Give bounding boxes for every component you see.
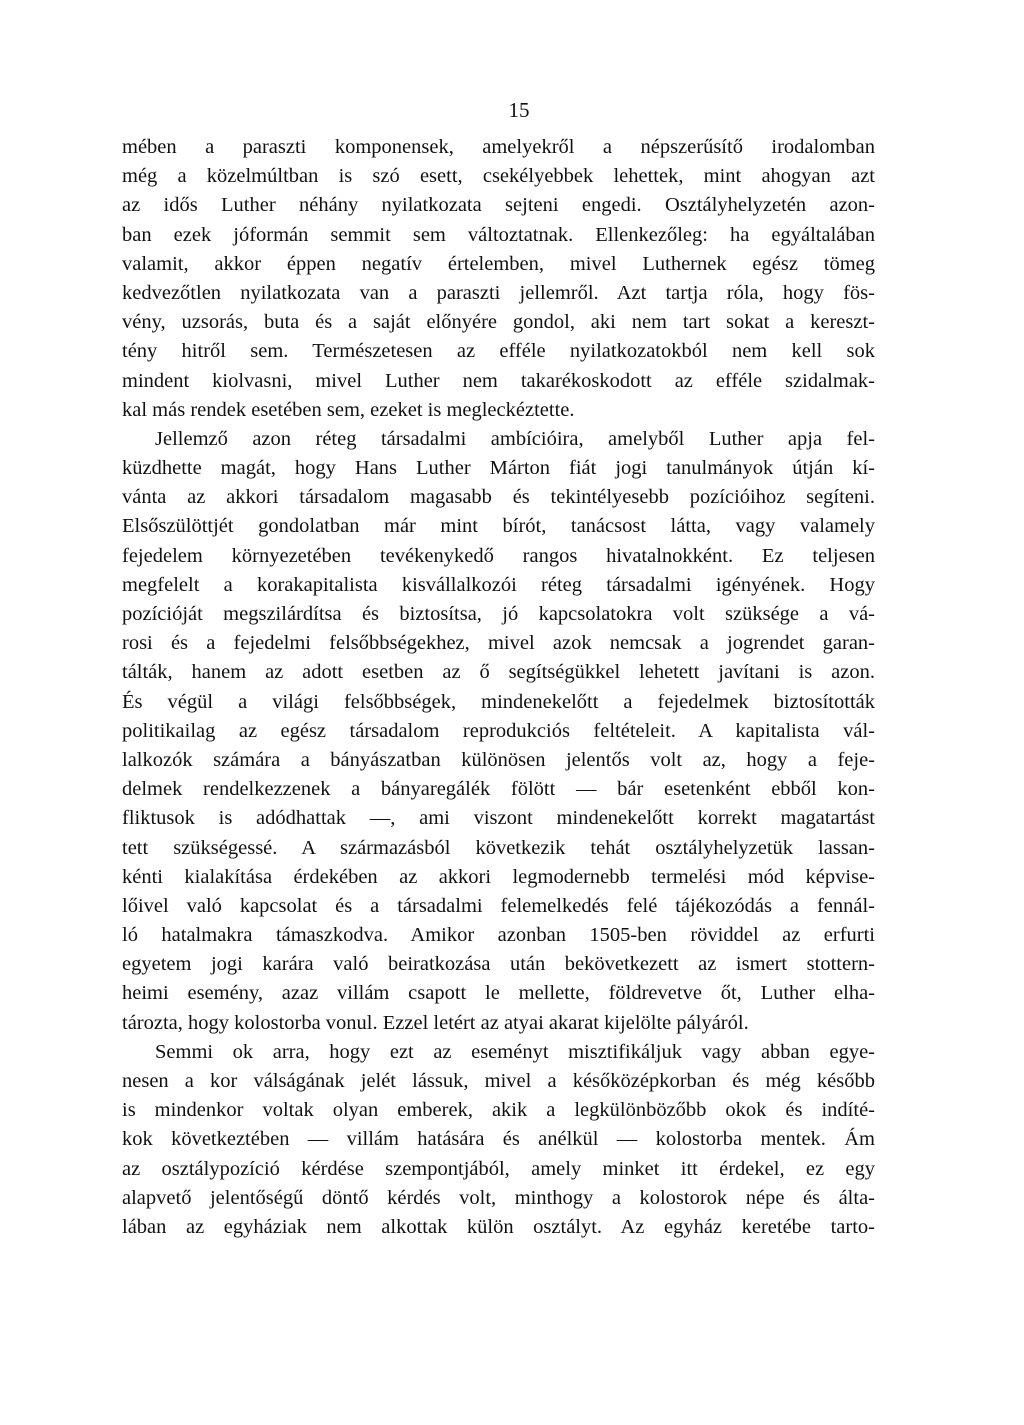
text-line: még a közelmúltban is szó esett, csekélyebbek lehettek, mint ahogyan azt xyxy=(122,165,875,188)
text-line: fejedelem környezetében tevékenykedő rangos hivatalnokként. Ez teljesen xyxy=(122,544,875,567)
text-line: ban ezek jóformán semmit sem változtatnak. Ellenkezőleg: ha egyáltalában xyxy=(122,223,875,246)
text-line: delmek rendelkezzenek a bányaregálék fölött — bár esetenként ebből kon- xyxy=(122,778,875,801)
text-line: fliktusok is adódhattak —, ami viszont mindenekelőtt korrekt magatartást xyxy=(122,807,875,830)
text-line: És végül a világi felsőbbségek, mindenekelőtt a fejedelmek biztosították xyxy=(122,690,875,713)
text-line: valamit, akkor éppen negatív értelemben, mivel Luthernek egész tömeg xyxy=(122,252,875,275)
text-line: mindent kiolvasni, mivel Luther nem takarékoskodott az efféle szidalmak- xyxy=(122,369,875,392)
text-line: kal más rendek esetében sem, ezeket is megleckéztette. xyxy=(122,398,575,421)
text-line: egyetem jogi karára való beiratkozása után bekövetkezett az ismert stottern- xyxy=(122,953,875,976)
text-line: rosi és a fejedelmi felsőbbségekhez, mivel azok nemcsak a jogrendet garan- xyxy=(122,632,875,655)
text-line: pozícióját megszilárdítsa és biztosítsa, jó kapcsolatokra volt szüksége a vá- xyxy=(122,603,875,625)
text-line: kénti kialakítása érdekében az akkori legmodernebb termelési mód képvise- xyxy=(122,865,875,888)
text-line: lalkozók számára a bányászatban különösen jelentős volt az, hogy a feje- xyxy=(122,748,875,771)
body-text xyxy=(122,133,875,1242)
text-line: tározta, hogy kolostorba vonul. Ezzel letért az atyai akarat kijelölte pályáról. xyxy=(122,1011,749,1034)
text-line: megfelelt a korakapitalista kisvállalkozói réteg társadalmi igényének. Hogy xyxy=(122,573,875,596)
text-line: vény, uzsorás, buta és a saját előnyére gondol, aki nem tart sokat a kereszt- xyxy=(122,311,875,334)
text-line: lőivel való kapcsolat és a társadalmi felemelkedés felé tájékozódás a fennál- xyxy=(122,894,875,917)
text-line: tény hitről sem. Természetesen az efféle nyilatkozatokból nem kell sok xyxy=(122,340,875,363)
text-line: tálták, hanem az adott esetben az ő segítségükkel lehetett javítani is azon. xyxy=(122,661,875,684)
text-line: az osztálypozíció kérdése szempontjából, amely minket itt érdekel, ez egy xyxy=(122,1157,875,1180)
text-line: Elsőszülöttjét gondolatban már mint bírót, tanácsost látta, vagy valamely xyxy=(122,515,875,538)
page-number: 15 xyxy=(508,98,530,122)
text-line: tett szükségessé. A származásból következik tehát osztályhelyzetük lassan- xyxy=(122,836,875,859)
text-line: is mindenkor voltak olyan emberek, akik a legkülönbözőbb okok és indíté- xyxy=(122,1099,875,1122)
text-line: heimi esemény, azaz villám csapott le mellette, földrevetve őt, Luther elha- xyxy=(122,982,875,1005)
paragraph-first-line: Jellemző azon réteg társadalmi ambícióira, amelyből Luther apja fel- xyxy=(155,427,875,450)
text-line: vánta az akkori társadalom magasabb és tekintélyesebb pozícióihoz segíteni. xyxy=(122,486,875,509)
text-line: alapvető jelentőségű döntő kérdés volt, minthogy a kolostorok népe és álta- xyxy=(122,1186,875,1209)
paragraph-first-line: Semmi ok arra, hogy ezt az eseményt misztifikáljuk vagy abban egye- xyxy=(155,1040,875,1063)
text-line: lában az egyháziak nem alkottak külön osztályt. Az egyház keretébe tarto- xyxy=(122,1215,875,1238)
text-line: kedvezőtlen nyilatkozata van a paraszti jellemről. Azt tartja róla, hogy fös- xyxy=(122,281,875,304)
text-line: küzdhette magát, hogy Hans Luther Márton fiát jogi tanulmányok útján kí- xyxy=(122,457,875,480)
text-line: az idős Luther néhány nyilatkozata sejteni engedi. Osztályhelyzetén azon- xyxy=(122,194,875,217)
text-line: mében a paraszti komponensek, amelyekről a népszerűsítő irodalomban xyxy=(122,136,875,158)
text-line: kok következtében — villám hatására és anélkül — kolostorba mentek. Ám xyxy=(122,1128,875,1151)
text-line: politikailag az egész társadalom reprodukciós feltételeit. A kapitalista vál- xyxy=(122,719,875,742)
text-line: nesen a kor válságának jelét lássuk, mivel a későközépkorban és még később xyxy=(122,1070,875,1092)
text-line: ló hatalmakra támaszkodva. Amikor azonban 1505-ben röviddel az erfurti xyxy=(122,924,875,947)
